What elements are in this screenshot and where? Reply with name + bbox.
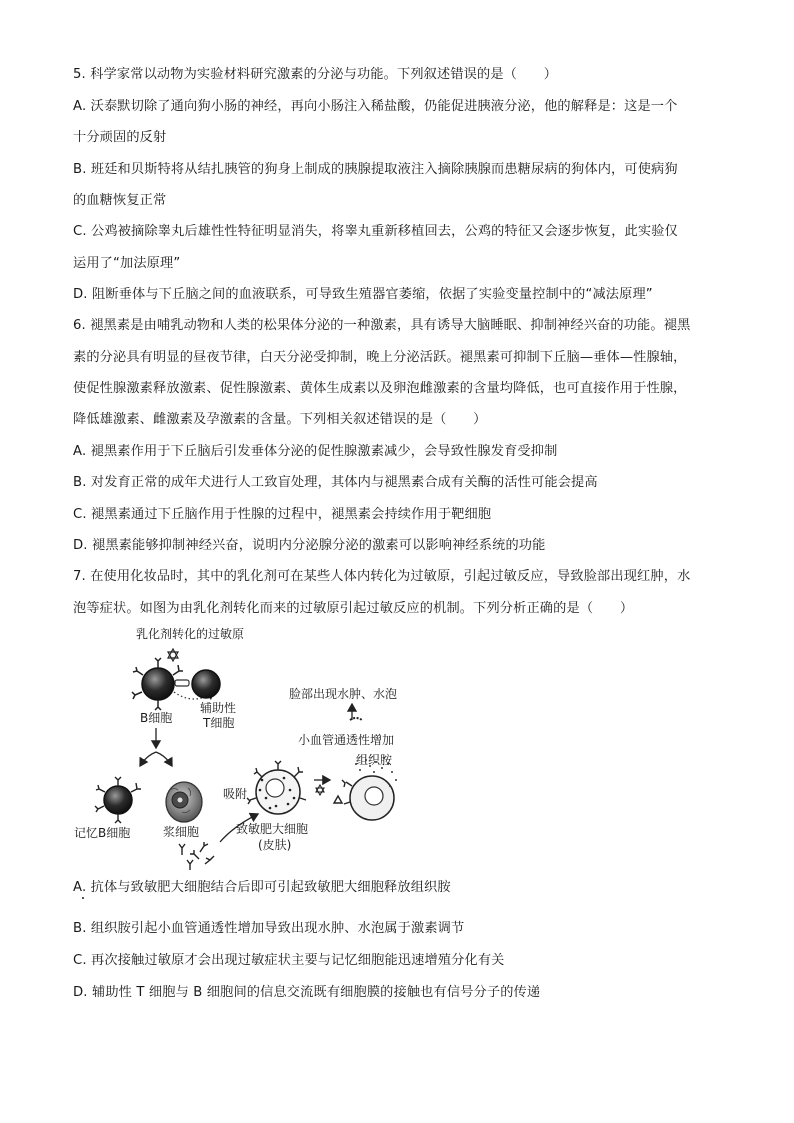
allergen-label: 乳化剂转化的过敏原 — [136, 627, 245, 641]
plasma-cell — [166, 782, 202, 822]
q7-option-b: B. 组织胺引起小血管通透性增加导致出现水肿、水泡属于激素调节 — [73, 921, 465, 936]
q7-option-c: C. 再次接触过敏原才会出现过敏症状主要与记忆细胞能迅速增殖分化有关 — [73, 953, 505, 968]
q6-option-a: A. 褪黑素作用于下丘脑后引发垂体分泌的促性腺激素减少，会导致性腺发育受抑制 — [73, 444, 558, 459]
q7-option-a: A. 抗体与致敏肥大细胞结合后即可引起致敏肥大细胞释放组织胺 — [73, 880, 451, 895]
q7-stem-line2: 泡等症状。如图为由乳化剂转化而来的过敏原引起过敏反应的机制。下列分析正确的是（ ） — [73, 601, 634, 616]
helper-t-label-2: T细胞 — [203, 716, 235, 730]
cell-contact-connector — [175, 680, 189, 686]
adsorb-label: 吸附 — [223, 787, 248, 801]
mast-cell-label-2: (皮肤) — [258, 838, 292, 852]
allergy-mechanism-figure — [70, 620, 450, 870]
plasma-label: 浆细胞 — [163, 825, 200, 839]
q5-option-c-line2: 运用了“加法原理” — [73, 256, 181, 271]
sensitized-mast-cell — [247, 761, 306, 814]
mast-cell-label-1: 致敏肥大细胞 — [236, 822, 309, 836]
q5-option-b-line2: 的血糖恢复正常 — [73, 193, 167, 208]
q6-stem-line4: 降低雄激素、雌激素及孕激素的含量。下列相关叙述错误的是（ ） — [73, 412, 487, 427]
to-plasma-arrow — [156, 752, 172, 766]
q6-option-b: B. 对发育正常的成年犬进行人工致盲处理，其体内与褪黑素合成有关酶的活性可能会提高 — [73, 475, 598, 490]
q6-option-d: D. 褪黑素能够抑制神经兴奋，说明内分泌腺分泌的激素可以影响神经系统的功能 — [73, 538, 546, 553]
b-cell-label: B细胞 — [140, 711, 173, 725]
vessel-permeability-label: 小血管通透性增加 — [298, 733, 395, 747]
memory-b-cell — [95, 777, 141, 823]
q5-option-d: D. 阻断垂体与下丘脑之间的血液联系，可导致生殖器官萎缩，依据了实验变量控制中的“减法原理” — [73, 287, 653, 302]
q5-option-a-line2: 十分顽固的反射 — [73, 130, 167, 145]
q5-option-c-line1: C. 公鸡被摘除睾丸后雄性性特征明显消失，将睾丸重新移植回去，公鸡的特征又会逐步恢复，此实验仅 — [73, 224, 678, 239]
allergen-star-icon — [168, 649, 178, 661]
q7-option-d: D. 辅助性 T 细胞与 B 细胞间的信息交流既有细胞膜的接触也有信号分子的传递 — [73, 985, 541, 1000]
symptom-label: 脸部出现水肿、水泡 — [289, 687, 398, 701]
to-memory-arrow — [140, 752, 156, 766]
q5-stem: 5. 科学家常以动物为实验材料研究激素的分泌与功能。下列叙述错误的是（ ） — [73, 67, 558, 82]
q6-stem-line1: 6. 褪黑素是由哺乳动物和人类的松果体分泌的一种激素，具有诱导大脑睡眠、抑制神经兴奋的功能。褪黑 — [73, 318, 691, 333]
q5-option-b-line1: B. 班廷和贝斯特将从结扎胰管的狗身上制成的胰腺提取液注入摘除胰腺而患糖尿病的狗体内，可使病狗 — [73, 162, 678, 177]
memory-b-label: 记忆B细胞 — [74, 826, 131, 840]
q5-option-a-line1: A. 沃泰默切除了通向狗小肠的神经，再向小肠注入稀盐酸，仍能促进胰液分泌，他的解释是：这是一个 — [73, 99, 678, 114]
q6-option-c: C. 褪黑素通过下丘脑作用于性腺的过程中，褪黑素会持续作用于靶细胞 — [73, 507, 492, 522]
q7-stem-line1: 7. 在使用化妆品时，其中的乳化剂可在某些人体内转化为过敏原，引起过敏反应，导致脸部出现红肿，水 — [73, 569, 691, 584]
helper-t-label-1: 辅助性 — [200, 701, 237, 715]
histamine-label: 组织胺 — [356, 753, 393, 767]
antibody-icons — [179, 842, 214, 870]
stray-dot — [82, 897, 84, 899]
allergen-star-icon-2 — [316, 785, 324, 795]
q6-stem-line3: 使促性腺激素释放激素、促性腺激素、黄体生成素以及卵泡雌激素的含量均降低，也可直接作用于性腺， — [73, 381, 687, 396]
helper-t-cell — [192, 670, 220, 698]
q6-stem-line2: 素的分泌具有明显的昼夜节律，白天分泌受抑制，晚上分泌活跃。褪黑素可抑制下丘脑—垂体—性腺轴， — [73, 350, 687, 365]
